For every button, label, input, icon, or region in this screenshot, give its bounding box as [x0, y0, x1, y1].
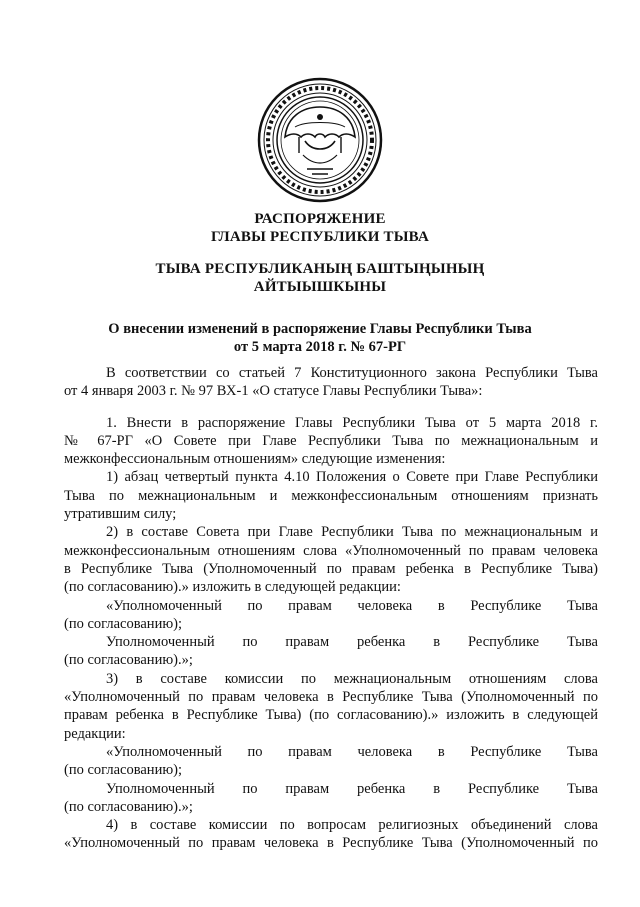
text-line: (по согласованию).»;: [64, 652, 193, 669]
text-line: «Уполномоченный по правам человека в Республике Тыва: [106, 743, 598, 760]
document-title-tuvan: [0, 260, 640, 296]
text-line: утратившим силу;: [64, 506, 177, 523]
text-line: (по согласованию).»;: [64, 798, 193, 815]
subitem-3-paragraph: [64, 670, 598, 743]
text-line: от 4 января 2003 г. № 97 ВХ-1 «О статусе Главы Республики Тыва»:: [64, 383, 483, 400]
text-line: 3) в составе комиссии по межнациональным отношениям слова: [106, 670, 598, 687]
subitem-3-quote-1: [64, 743, 598, 780]
text-line: редакции:: [64, 725, 126, 742]
subitem-3-quote-2: [64, 780, 598, 817]
subitem-2-quote-2: [64, 633, 598, 670]
text-line: 2) в составе Совета при Главе Республики Тыва по межнациональным и: [106, 524, 598, 541]
text-line: В соответствии со статьей 7 Конституционного закона Республики Тыва: [106, 365, 598, 381]
text-line: Уполномоченный по правам ребенка в Республике Тыва: [106, 780, 598, 797]
title-tuvan-line-2: АЙТЫЫШКЫНЫ: [253, 279, 387, 295]
text-line: межконфессиональным отношениям слова «Уполномоченный по правам человека: [64, 542, 598, 559]
item-1-paragraph: [64, 414, 598, 469]
title-line-1: РАСПОРЯЖЕНИЕ: [254, 211, 386, 227]
document-body: [64, 364, 598, 853]
text-line: 4) в составе комиссии по вопросам религиозных объединений слова: [106, 817, 598, 834]
subitem-2-paragraph: [64, 523, 598, 596]
text-line: 1. Внести в распоряжение Главы Республики Тыва от 5 марта 2018 г.: [106, 414, 598, 431]
text-line: «Уполномоченный по правам человека в Республике Тыва (Уполномоченный по: [64, 835, 598, 852]
subitem-1-paragraph: [64, 468, 598, 523]
document-subject: [0, 320, 640, 356]
subitem-4-paragraph: [64, 816, 598, 853]
text-line: Уполномоченный по правам ребенка в Республике Тыва: [106, 634, 598, 651]
text-line: (по согласованию).» изложить в следующей редакции:: [64, 579, 401, 596]
text-line: «Уполномоченный по правам человека в Республике Тыва: [106, 597, 598, 614]
text-line: правам ребенка в Республике Тыва) (по согласованию).» изложить в следующей: [64, 707, 598, 724]
document-title: [0, 210, 640, 246]
tuva-coat-of-arms-icon: [257, 77, 383, 203]
text-line: Тыва по межнациональным и межконфессиональным отношениям признать: [64, 487, 598, 504]
text-line: 1) абзац четвертый пункта 4.10 Положения о Совете при Главе Республики: [106, 469, 598, 486]
text-line: № 67-РГ «О Совете при Главе Республики Тыва по межнациональным и: [64, 432, 598, 449]
text-line: межконфессиональным отношениям» следующие изменения:: [64, 451, 446, 468]
preamble-paragraph: [64, 364, 598, 401]
text-line: «Уполномоченный по правам человека в Республике Тыва (Уполномоченный по: [64, 689, 598, 706]
subject-line-1: О внесении изменений в распоряжение Главы Республики Тыва: [108, 321, 532, 337]
text-line: (по согласованию);: [64, 615, 183, 632]
subitem-2-quote-1: [64, 597, 598, 634]
title-line-2: ГЛАВЫ РЕСПУБЛИКИ ТЫВА: [211, 229, 429, 245]
text-line: (по согласованию);: [64, 762, 183, 779]
subject-line-2: от 5 марта 2018 г. № 67-РГ: [233, 339, 407, 355]
text-line: в Республике Тыва (Уполномоченный по правам ребенка в Республике Тыва): [64, 560, 598, 577]
title-tuvan-line-1: ТЫВА РЕСПУБЛИКАНЫҢ БАШТЫҢЫНЫҢ: [155, 261, 485, 277]
